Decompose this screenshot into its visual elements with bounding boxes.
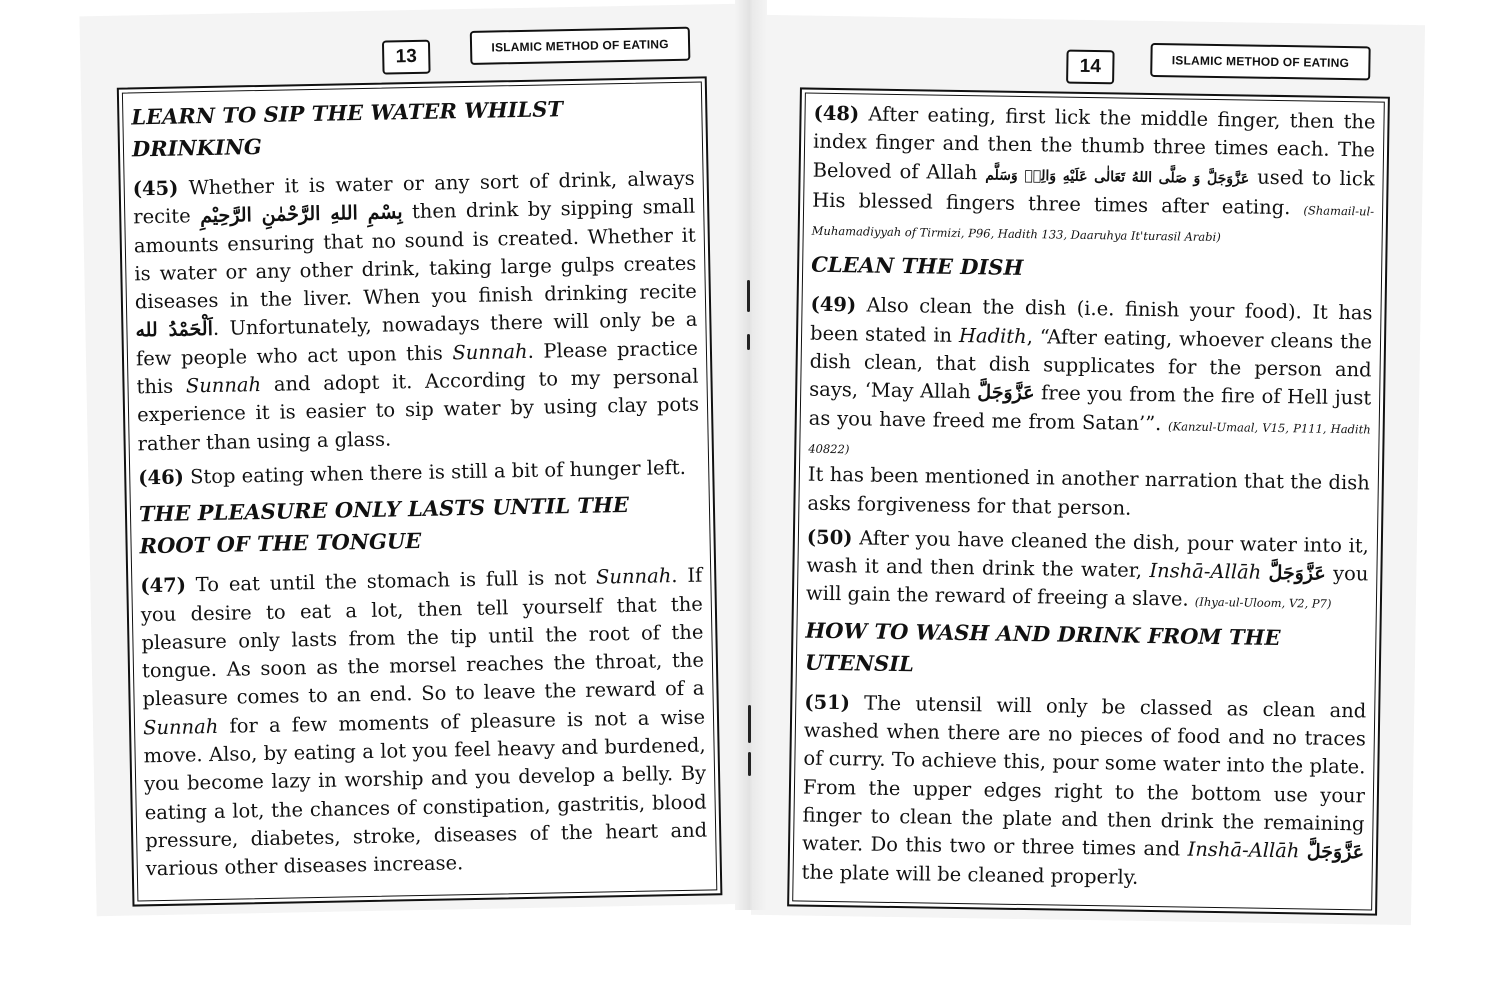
citation: (Shamail-ul-Muhamadiyyah of Tirmizi, P96, Hadith 133, Daaruhya It'turasil Arabi) xyxy=(811,203,1375,245)
arabic-text: عَزَّوَجَلَّ xyxy=(977,381,1035,405)
paragraph-number: (49) xyxy=(810,293,857,317)
running-header: ISLAMIC METHOD OF EATING xyxy=(1150,43,1371,80)
section-heading: HOW TO WASH AND DRINK FROM THE UTENSIL xyxy=(804,617,1281,677)
arabic-text: عَزَّوَجَلَّ وَ صَلَّی اللهُ تَعَالٰی عَلَيْهِ وَالِهٖ وَسَلَّم xyxy=(985,166,1250,188)
book-spine xyxy=(735,0,767,910)
paragraph-46: (46) Stop eating when there is still a bit of hunger left. xyxy=(138,455,687,490)
paragraph-number: (47) xyxy=(140,573,187,598)
page-number: 13 xyxy=(382,40,431,75)
paragraph-51: (51) The utensil will only be classed as clean and washed when there are no pieces of food and no traces of curry. To achieve this, pour some water into the plate. From the upper edges right to the bottom use your finger to clean the plate and then drink the remaining water. Do this two or three times and Inshā-Allāh عَزَّوَجَلَّ the plate will be cleaned properly. xyxy=(801,690,1367,889)
paragraph-48: (48) After eating, first lick the middle finger, then the index finger and then the thumb three times each. The Beloved of Allah عَزَّوَجَلَّ وَ صَلَّی اللهُ تَعَالٰی عَلَيْهِ وَالِهٖ وَسَلَّم used to lick His blessed fingers three times after eating. (Shamail-ul-Muhamadiyyah of Tirmizi, P96, Hadith 133, Daaruhya It'turasil Arabi) xyxy=(811,101,1376,245)
staple-top-lower xyxy=(747,334,750,350)
arabic-text: عَزَّوَجَلَّ xyxy=(1268,562,1326,585)
section-heading: THE PLEASURE ONLY LASTS UNTIL THE ROOT OF THE TONGUE xyxy=(138,492,630,559)
citation: (Ihya-ul-Uloom, V2, P7) xyxy=(1194,595,1332,612)
paragraph-number: (46) xyxy=(138,465,185,490)
staple-bottom-lower xyxy=(748,752,751,776)
staple-top xyxy=(747,280,750,312)
paragraph-45: (45) Whether it is water or any sort of drink, always recite بِسْمِ اللهِ الرَّحْمٰنِ الرَّحِيْمِ then drink by sipping small amounts ensuring that no sound is created. Whether it is water or any other drink, taking large gulps creates diseases in the liver. When you finish drinking recite اَلْحَمْدُ لله. Unfortunately, nowadays there will only be a few people who act upon this Sunnah. Please practice this Sunnah and adopt it. According to my personal experience it is easier to sip water by using clay pots rather than using a glass. xyxy=(132,166,700,456)
arabic-text: بِسْمِ اللهِ الرَّحْمٰنِ الرَّحِيْمِ xyxy=(199,201,403,228)
citation: (Kanzul-Umaal, V15, P111, Hadith 40822) xyxy=(808,418,1371,457)
right-page xyxy=(751,15,1425,925)
arabic-text: عَزَّوَجَلَّ xyxy=(1306,840,1365,864)
paragraph-number: (48) xyxy=(813,101,860,126)
left-page xyxy=(79,4,756,917)
text-frame xyxy=(787,87,1390,915)
staple-bottom xyxy=(748,705,751,743)
arabic-text: اَلْحَمْدُ لله xyxy=(135,318,214,342)
paragraph-50: (50) After you have cleaned the dish, pour water into it, wash it and then drink the water, Inshā-Allāh عَزَّوَجَلَّ you will gain the reward of freeing a slave. (Ihya-ul-Uloom, V2, P7) xyxy=(805,525,1370,612)
paragraph-number: (50) xyxy=(806,525,853,550)
paragraph-number: (45) xyxy=(132,176,179,201)
paragraph-49: (49) Also clean the dish (i.e. finish your food). It has been stated in Hadith, “After eating, whoever cleans the dish clean, that dish supplicates for the person and says, ‘May Allah عَزَّوَجَلَّ free you from the fire of Hell just as you have freed me from Satan’”. (Kanzul-Umaal, V15, P111, Hadith 40822) It has been mentioned in another narration that the dish asks forgiveness for that person. xyxy=(807,293,1373,520)
section-heading: CLEAN THE DISH xyxy=(810,252,1024,281)
page-number: 14 xyxy=(1066,50,1115,85)
page-content xyxy=(131,89,708,897)
paragraph-number: (51) xyxy=(804,690,851,715)
running-header: ISLAMIC METHOD OF EATING xyxy=(470,27,691,65)
paragraph-47: (47) To eat until the stomach is full is not Sunnah. If you desire to eat a lot, then tell yourself that the pleasure only lasts from the tip until the root of the tongue. As soon as the morsel reaches the throat, the pleasure comes to an end. So to leave the reward of a Sunnah for a few moments of pleasure is not a wise move. Also, by eating a lot you feel heavy and burdened, you become lazy in worship and you develop a belly. By eating a lot, the chances of constipation, gastritis, blood pressure, diabetes, stroke, diseases of the heart and various other diseases increase. xyxy=(140,563,708,881)
section-heading: LEARN TO SIP THE WATER WHILST DRINKING xyxy=(131,96,564,162)
text-frame xyxy=(117,76,723,906)
page-content xyxy=(801,100,1375,906)
